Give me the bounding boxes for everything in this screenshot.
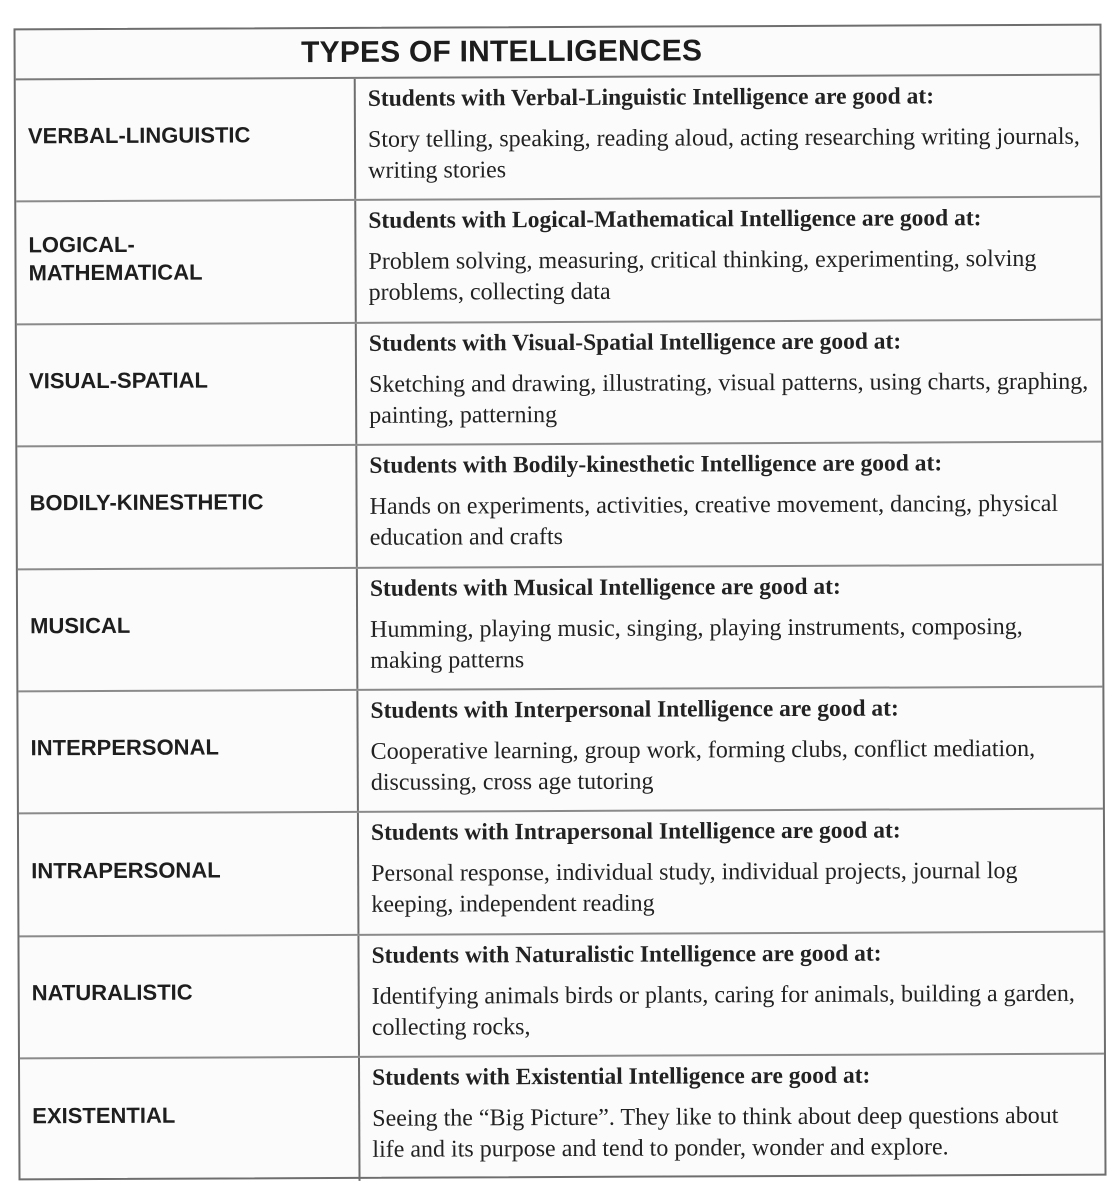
table-row-verbal-linguistic: [16, 76, 1101, 203]
intelligence-description-cell: [360, 1055, 1105, 1181]
intelligence-description: Personal response, individual study, individual projects, journal log keeping, independent reading: [371, 858, 1018, 919]
table-row-musical: [18, 565, 1103, 692]
intelligence-heading: Students with Intrapersonal Intelligence are good at:: [370, 817, 901, 847]
table-title-row: [16, 26, 1100, 81]
intelligence-label: INTERPERSONAL: [30, 734, 219, 761]
intelligence-label: LOGICAL- MATHEMATICAL: [28, 231, 203, 285]
intelligence-label-cell: [18, 568, 359, 690]
intelligences-table: [13, 24, 1106, 1181]
table-row-intrapersonal: [19, 810, 1104, 937]
intelligence-description: Story telling, speaking, reading aloud, acting researching writing journals, writing stories: [367, 123, 1080, 184]
intelligence-description: Sketching and drawing, illustrating, visual patterns, using charts, graphing, painting, patterning: [368, 368, 1089, 429]
intelligence-label: VERBAL-LINGUISTIC: [27, 122, 251, 149]
table-row-naturalistic: [19, 932, 1104, 1059]
intelligence-description-cell: [356, 76, 1101, 200]
intelligence-heading: Students with Naturalistic Intelligence are good at:: [371, 940, 882, 969]
intelligence-heading: Students with Existential Intelligence are good at:: [372, 1062, 871, 1091]
intelligence-heading: Students with Logical-Mathematical Intelligence are good at:: [368, 205, 982, 235]
intelligence-label: NATURALISTIC: [31, 979, 193, 1006]
intelligence-heading: Students with Musical Intelligence are good at:: [369, 573, 841, 602]
table-title: TYPES OF INTELLIGENCES: [300, 34, 703, 70]
intelligence-label-cell: [20, 1058, 361, 1182]
intelligence-description: Humming, playing music, singing, playing instruments, composing, making patterns: [370, 613, 1023, 674]
table-row-interpersonal: [18, 688, 1103, 815]
intelligence-label-cell: [19, 936, 360, 1058]
intelligence-description-cell: [359, 932, 1104, 1056]
table-row-logical-mathematical: [16, 198, 1101, 325]
intelligence-label: MUSICAL: [30, 612, 131, 639]
intelligence-description-cell: [357, 320, 1102, 444]
intelligence-description-cell: [358, 688, 1103, 812]
intelligence-label-cell: [18, 691, 359, 813]
intelligence-description-cell: [356, 198, 1101, 322]
intelligence-heading: Students with Bodily-kinesthetic Intelligence are good at:: [369, 450, 943, 480]
table-row-bodily-kinesthetic: [17, 443, 1102, 570]
intelligence-heading: Students with Interpersonal Intelligence are good at:: [370, 695, 899, 724]
table-row-existential: [20, 1055, 1105, 1182]
intelligence-description: Seeing the “Big Picture”. They like to think about deep questions about life and its purpose and tend to ponder, wonder and explore.: [372, 1102, 1059, 1163]
intelligence-heading: Students with Verbal-Linguistic Intelligence are good at:: [367, 83, 935, 112]
intelligence-description-cell: [357, 443, 1102, 567]
intelligence-description: Cooperative learning, group work, forming clubs, conflict mediation, discussing, cross age tutoring: [370, 735, 1036, 796]
intelligence-label-cell: [17, 446, 358, 568]
intelligence-label: BODILY-KINESTHETIC: [29, 489, 264, 516]
intelligence-label-cell: [19, 813, 360, 935]
table-row-visual-spatial: [17, 320, 1102, 447]
intelligence-label-cell: [16, 201, 357, 323]
intelligence-label: VISUAL-SPATIAL: [28, 367, 208, 394]
intelligence-description-cell: [358, 565, 1103, 689]
intelligence-label: EXISTENTIAL: [32, 1102, 176, 1129]
intelligence-description: Identifying animals birds or plants, caring for animals, building a garden, collecting rocks,: [371, 980, 1075, 1041]
intelligence-label-cell: [17, 324, 358, 446]
intelligence-label: INTRAPERSONAL: [31, 857, 221, 883]
intelligence-heading: Students with Visual-Spatial Intelligence are good at:: [368, 328, 902, 357]
intelligence-description: Hands on experiments, activities, creative movement, dancing, physical education and crafts: [369, 490, 1059, 552]
intelligence-description: Problem solving, measuring, critical thinking, experimenting, solving problems, collecting data: [368, 246, 1037, 307]
intelligence-label-cell: [16, 79, 357, 201]
intelligence-description-cell: [359, 810, 1104, 934]
